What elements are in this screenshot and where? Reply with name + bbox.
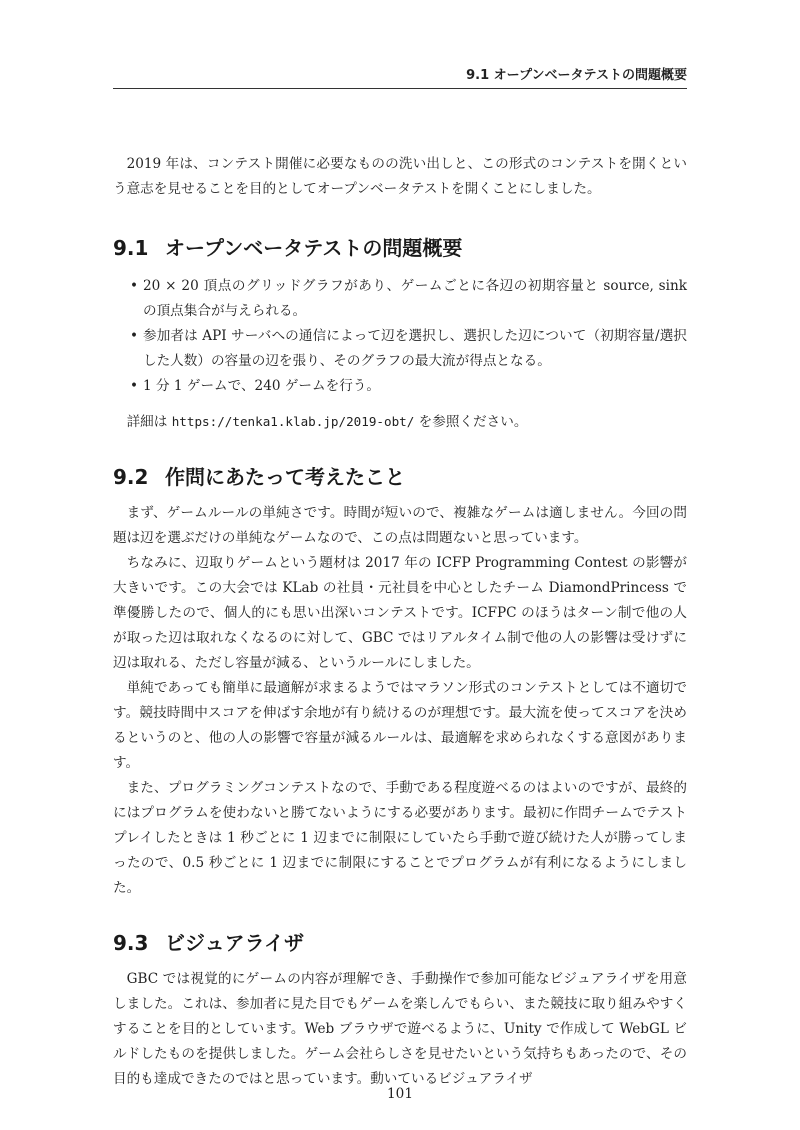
- section-title: ビジュアライザ: [165, 931, 304, 955]
- detail-url: https://tenka1.klab.jp/2019-obt/: [171, 414, 415, 429]
- bullet-list: [113, 274, 687, 399]
- section-heading-9-1: [113, 234, 687, 262]
- section-heading-9-2: [113, 463, 687, 491]
- section-title: オープンベータテストの問題概要: [165, 236, 463, 260]
- paragraph: ちなみに、辺取りゲームという題材は 2017 年の ICFP Programming Contest の影響が大きいです。この大会では KLab の社員・元社員を中心としたチーム DiamondPrincess で準優勝したので、個人的にも思い出深いコンテストです。ICFPC のほうはターン制で他の人が取った辺は取れなくなるのに対して、GBC ではリアルタイム制で他の人の影響は受けずに辺は取れる、ただし容量が減る、というルールにしました。: [113, 555, 687, 671]
- section-title: 作問にあたって考えたこと: [165, 465, 405, 489]
- section-number: 9.2: [113, 465, 149, 489]
- page-body: [113, 152, 687, 1092]
- page-number: 101: [387, 1086, 413, 1102]
- detail-prefix: 詳細は: [126, 414, 172, 430]
- paragraph: また、プログラミングコンテストなので、手動である程度遊べるのはよいのですが、最終的にはプログラムを使わないと勝てないようにする必要があります。最初に作問チームでテストプレイしたときは 1 秒ごとに 1 辺までに制限にしていたら手動で遊び続けた人が勝ってしまったので、0.5 秒ごとに 1 辺までに制限にすることでプログラムが有利になるようにしました。: [113, 780, 687, 896]
- header-rule: [113, 88, 687, 89]
- list-item: • 1 分 1 ゲームで、240 ゲームを行う。: [143, 374, 687, 399]
- detail-paragraph: [113, 409, 687, 435]
- paragraph: 単純であっても簡単に最適解が求まるようではマラソン形式のコンテストとしては不適切です。競技時間中スコアを伸ばす余地が有り続けるのが理想です。最大流を使ってスコアを決めるというのと、他の人の影響で容量が減るルールは、最適解を求められなくする意図があります。: [113, 680, 687, 771]
- section-heading-9-3: [113, 929, 687, 957]
- running-head: 9.1 オープンベータテストの問題概要: [466, 68, 687, 83]
- section-number: 9.1: [113, 236, 149, 260]
- paragraph: GBC では視覚的にゲームの内容が理解でき、手動操作で参加可能なビジュアライザを用意しました。これは、参加者に見た目でもゲームを楽しんでもらい、また競技に取り組みやすくすることを目的としています。Web ブラウザで遊べるように、Unity で作成して WebGL ビルドしたものを提供しました。ゲーム会社らしさを見せたいという気持ちもあったので、その目的も達成できたのではと思っています。動いているビジュアライザ: [113, 971, 687, 1087]
- detail-suffix: を参照ください。: [414, 414, 528, 430]
- list-item: • 参加者は API サーバへの通信によって辺を選択し、選択した辺について（初期容量/選択した人数）の容量の辺を張り、そのグラフの最大流が得点となる。: [143, 324, 687, 374]
- list-item: • 20 × 20 頂点のグリッドグラフがあり、ゲームごとに各辺の初期容量と source, sink の頂点集合が与えられる。: [143, 274, 687, 324]
- section-number: 9.3: [113, 931, 149, 955]
- paragraph: まず、ゲームルールの単純さです。時間が短いので、複雑なゲームは適しません。今回の問題は辺を選ぶだけの単純なゲームなので、この点は問題ないと思っています。: [113, 505, 687, 546]
- intro-paragraph: 2019 年は、コンテスト開催に必要なものの洗い出しと、この形式のコンテストを開くという意志を見せることを目的としてオープンベータテストを開くことにしました。: [113, 156, 687, 197]
